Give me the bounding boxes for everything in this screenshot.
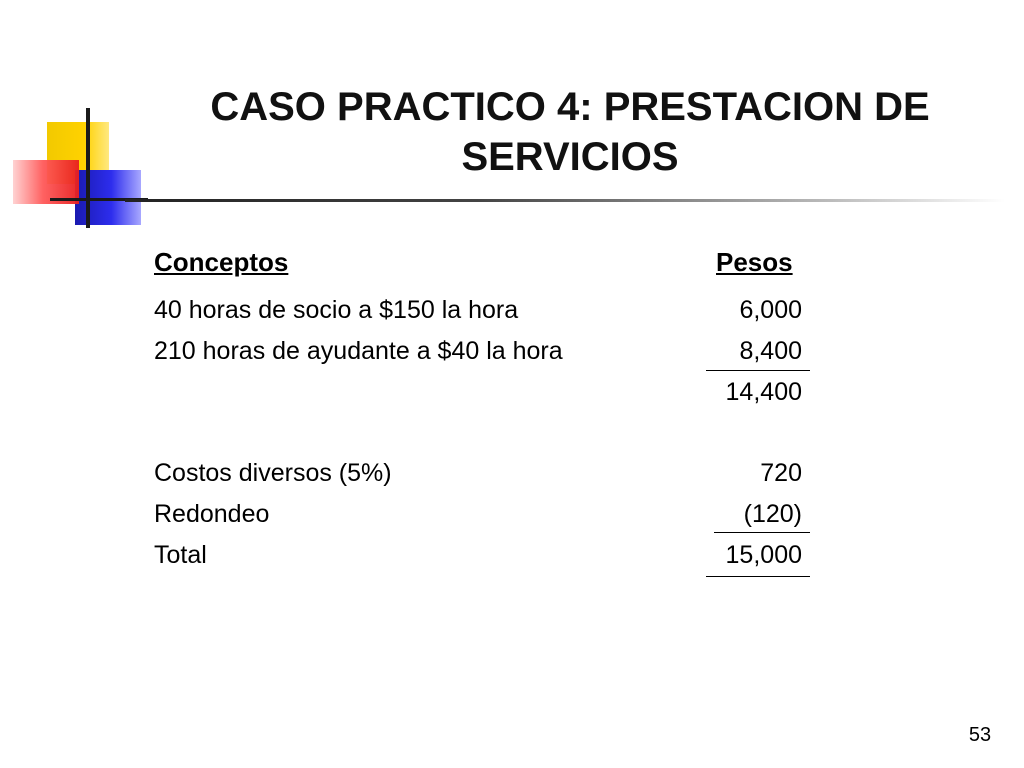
slide-title-line2: SERVICIOS: [461, 135, 679, 179]
total-underline: [706, 576, 810, 577]
table-row: [154, 496, 814, 532]
redondeo-underline: [714, 532, 810, 533]
slide-title-line1: CASO PRACTICO 4: PRESTACION DE: [210, 85, 930, 129]
row-amount: 14,400: [725, 378, 802, 406]
title-divider: [125, 199, 1005, 202]
page-number: 53: [968, 724, 992, 746]
table-row: [154, 333, 814, 369]
table-row: [154, 292, 814, 328]
decorative-logo: [0, 0, 160, 240]
table-row: [154, 537, 814, 573]
row-amount: 720: [760, 459, 802, 487]
table-row: [154, 374, 814, 410]
header-conceptos: Conceptos: [154, 247, 289, 277]
row-amount: 8,400: [739, 337, 802, 365]
row-amount: 15,000: [725, 541, 802, 569]
row-concept: 40 horas de socio a $150 la hora: [154, 296, 519, 324]
table-row: [154, 455, 814, 491]
row-amount: (120): [743, 500, 802, 528]
row-concept: 210 horas de ayudante a $40 la hora: [154, 337, 563, 365]
row-concept: Costos diversos (5%): [154, 459, 392, 487]
subtotal-underline: [706, 370, 810, 371]
vertical-line-shape: [86, 108, 90, 228]
row-concept: Total: [154, 541, 207, 569]
slide-title: [160, 82, 980, 182]
row-amount: 6,000: [739, 296, 802, 324]
row-concept: Redondeo: [154, 500, 270, 528]
header-pesos: Pesos: [716, 247, 793, 277]
